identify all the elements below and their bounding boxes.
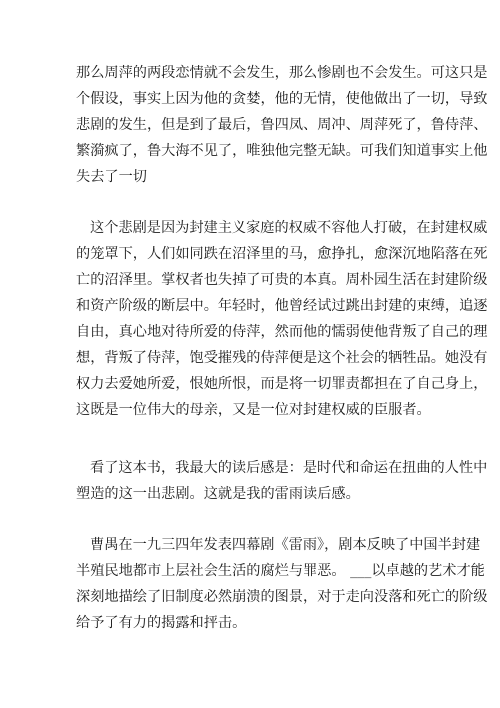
text-line: 失去了一切 (76, 169, 147, 185)
text-line: 这既是一位伟大的母亲，又是一位对封建权威的臣服者。 (76, 402, 431, 418)
text-line: 半殖民地都市上层社会生活的腐烂与罪恶。 ___以卓越的艺术才能 (76, 563, 485, 579)
text-line: 曹禺在一九三四年发表四幕剧《雷雨》，剧本反映了中国半封建 (90, 537, 481, 553)
text-line: 的笼罩下，人们如同跌在沼泽里的马，愈挣扎，愈深沉地陷落在死 (76, 246, 488, 262)
text-line: 这个悲剧是因为封建主义家庭的权威不容他人打破，在封建权威 (90, 220, 488, 236)
text-line: 亡的沼泽里。掌权者也失掉了可贵的本真。周朴园生活在封建阶级 (76, 272, 488, 288)
text-line: 想，背叛了侍萍，饱受摧残的侍萍便是这个社会的牺牲品。她没有 (76, 350, 488, 366)
paragraph-2 (76, 215, 488, 423)
paragraph-4 (76, 532, 488, 636)
paragraph-3 (76, 455, 488, 507)
text-line: 个假设，事实上因为他的贪婪，他的无情，使他做出了一切，导致 (76, 91, 488, 107)
text-line: 给予了有力的揭露和抨击。 (76, 615, 247, 631)
text-line: 看了这本书，我最大的读后感是：是时代和命运在扭曲的人性中 (90, 460, 488, 476)
text-line: 权力去爱她所爱，恨她所恨，而是将一切罪责都担在了自己身上， (76, 376, 488, 392)
text-line: 和资产阶级的断层中。年轻时，他曾经试过跳出封建的束缚，追逐 (76, 298, 488, 314)
paragraph-1 (76, 60, 488, 190)
text-line: 悲剧的发生，但是到了最后，鲁四凤、周冲、周萍死了，鲁侍萍、 (76, 117, 488, 133)
text-line: 自由，真心地对待所爱的侍萍，然而他的懦弱使他背叛了自己的理 (76, 324, 488, 340)
text-line: 塑造的这一出悲剧。这就是我的雷雨读后感。 (76, 486, 360, 502)
text-line: 那么周萍的两段恋情就不会发生，那么惨剧也不会发生。可这只是 (76, 65, 488, 81)
text-line: 繁漪疯了，鲁大海不见了，唯独他完整无缺。可我们知道事实上他 (76, 143, 488, 159)
text-line: 深刻地描绘了旧制度必然崩溃的图景，对于走向没落和死亡的阶级 (76, 589, 488, 605)
